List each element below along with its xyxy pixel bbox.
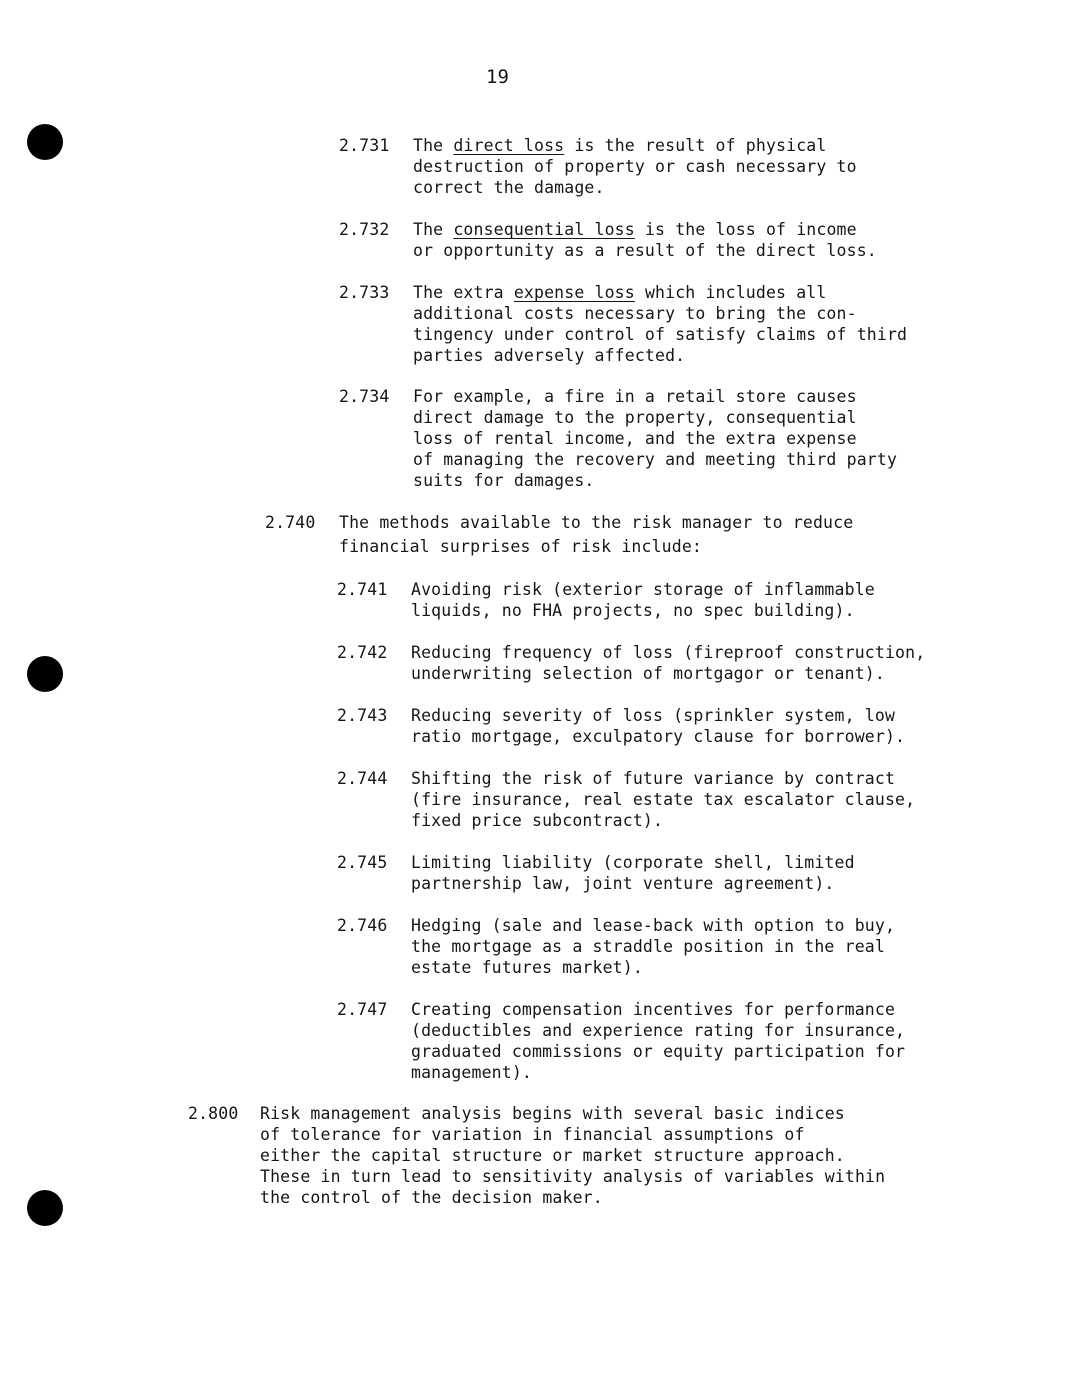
- text-line: liquids, no FHA projects, no spec building).: [411, 601, 855, 620]
- text-line: underwriting selection of mortgagor or tenant).: [411, 664, 885, 683]
- text-line: partnership law, joint venture agreement).: [411, 874, 835, 893]
- item-number: 2.747: [337, 1000, 388, 1019]
- text-line: or opportunity as a result of the direct loss.: [413, 241, 877, 260]
- text-line: the control of the decision maker.: [260, 1188, 603, 1207]
- item-number: 2.744: [337, 769, 388, 788]
- text-line: The extra expense loss which includes all: [413, 283, 827, 302]
- item-text: [411, 915, 971, 978]
- text-line: parties adversely affected.: [413, 346, 686, 365]
- text-line: The direct loss is the result of physical: [413, 136, 827, 155]
- text-line: These in turn lead to sensitivity analysis of variables within: [260, 1167, 886, 1186]
- item-text: [413, 219, 973, 261]
- text-line: Avoiding risk (exterior storage of inflammable: [411, 580, 875, 599]
- item-number: 2.734: [339, 387, 390, 406]
- text-line: The methods available to the risk manager to reduce: [339, 513, 854, 532]
- item-text: [413, 282, 973, 366]
- text-line: estate futures market).: [411, 958, 643, 977]
- text-line: Shifting the risk of future variance by contract: [411, 769, 896, 788]
- item-number: 2.740: [265, 513, 316, 532]
- text-line: destruction of property or cash necessary to: [413, 157, 857, 176]
- item-number: 2.743: [337, 706, 388, 725]
- text-line: Reducing frequency of loss (fireproof construction,: [411, 643, 926, 662]
- item-number: 2.742: [337, 643, 388, 662]
- item-text: [413, 135, 973, 198]
- text-line: either the capital structure or market structure approach.: [260, 1146, 845, 1165]
- item-number: 2.800: [188, 1104, 239, 1123]
- text-line: Limiting liability (corporate shell, limited: [411, 853, 855, 872]
- item-text: [411, 852, 971, 894]
- text-line: loss of rental income, and the extra expense: [413, 429, 857, 448]
- text-line: additional costs necessary to bring the con-: [413, 304, 857, 323]
- item-number: 2.733: [339, 283, 390, 302]
- text-line: Risk management analysis begins with several basic indices: [260, 1104, 845, 1123]
- text-line: correct the damage.: [413, 178, 605, 197]
- text-line: fixed price subcontract).: [411, 811, 664, 830]
- text-line: of tolerance for variation in financial assumptions of: [260, 1125, 805, 1144]
- text-line: (fire insurance, real estate tax escalator clause,: [411, 790, 916, 809]
- punch-hole: [27, 656, 63, 692]
- item-text: [411, 705, 971, 747]
- item-text: [339, 511, 899, 559]
- item-number: 2.731: [339, 136, 390, 155]
- item-text: [260, 1103, 950, 1208]
- item-text: [413, 386, 973, 491]
- text-line: tingency under control of satisfy claims of third: [413, 325, 908, 344]
- text-line: Creating compensation incentives for performance: [411, 1000, 896, 1019]
- text-line: The consequential loss is the loss of income: [413, 220, 857, 239]
- item-text: [411, 768, 971, 831]
- text-line: (deductibles and experience rating for insurance,: [411, 1021, 906, 1040]
- punch-hole: [27, 124, 63, 160]
- text-line: graduated commissions or equity participation for: [411, 1042, 906, 1061]
- item-text: [411, 999, 971, 1083]
- item-number: 2.741: [337, 580, 388, 599]
- text-line: direct damage to the property, consequential: [413, 408, 857, 427]
- text-line: financial surprises of risk include:: [339, 537, 703, 556]
- item-text: [411, 579, 971, 621]
- item-text: [411, 642, 971, 684]
- text-line: of managing the recovery and meeting third party: [413, 450, 898, 469]
- text-line: Hedging (sale and lease-back with option to buy,: [411, 916, 896, 935]
- item-number: 2.746: [337, 916, 388, 935]
- text-line: Reducing severity of loss (sprinkler system, low: [411, 706, 896, 725]
- text-line: the mortgage as a straddle position in the real: [411, 937, 885, 956]
- item-number: 2.732: [339, 220, 390, 239]
- text-line: suits for damages.: [413, 471, 595, 490]
- item-number: 2.745: [337, 853, 388, 872]
- text-line: management).: [411, 1063, 533, 1082]
- text-line: For example, a fire in a retail store causes: [413, 387, 857, 406]
- text-line: ratio mortgage, exculpatory clause for borrower).: [411, 727, 906, 746]
- punch-hole: [27, 1190, 63, 1226]
- page-number: 19: [486, 66, 509, 88]
